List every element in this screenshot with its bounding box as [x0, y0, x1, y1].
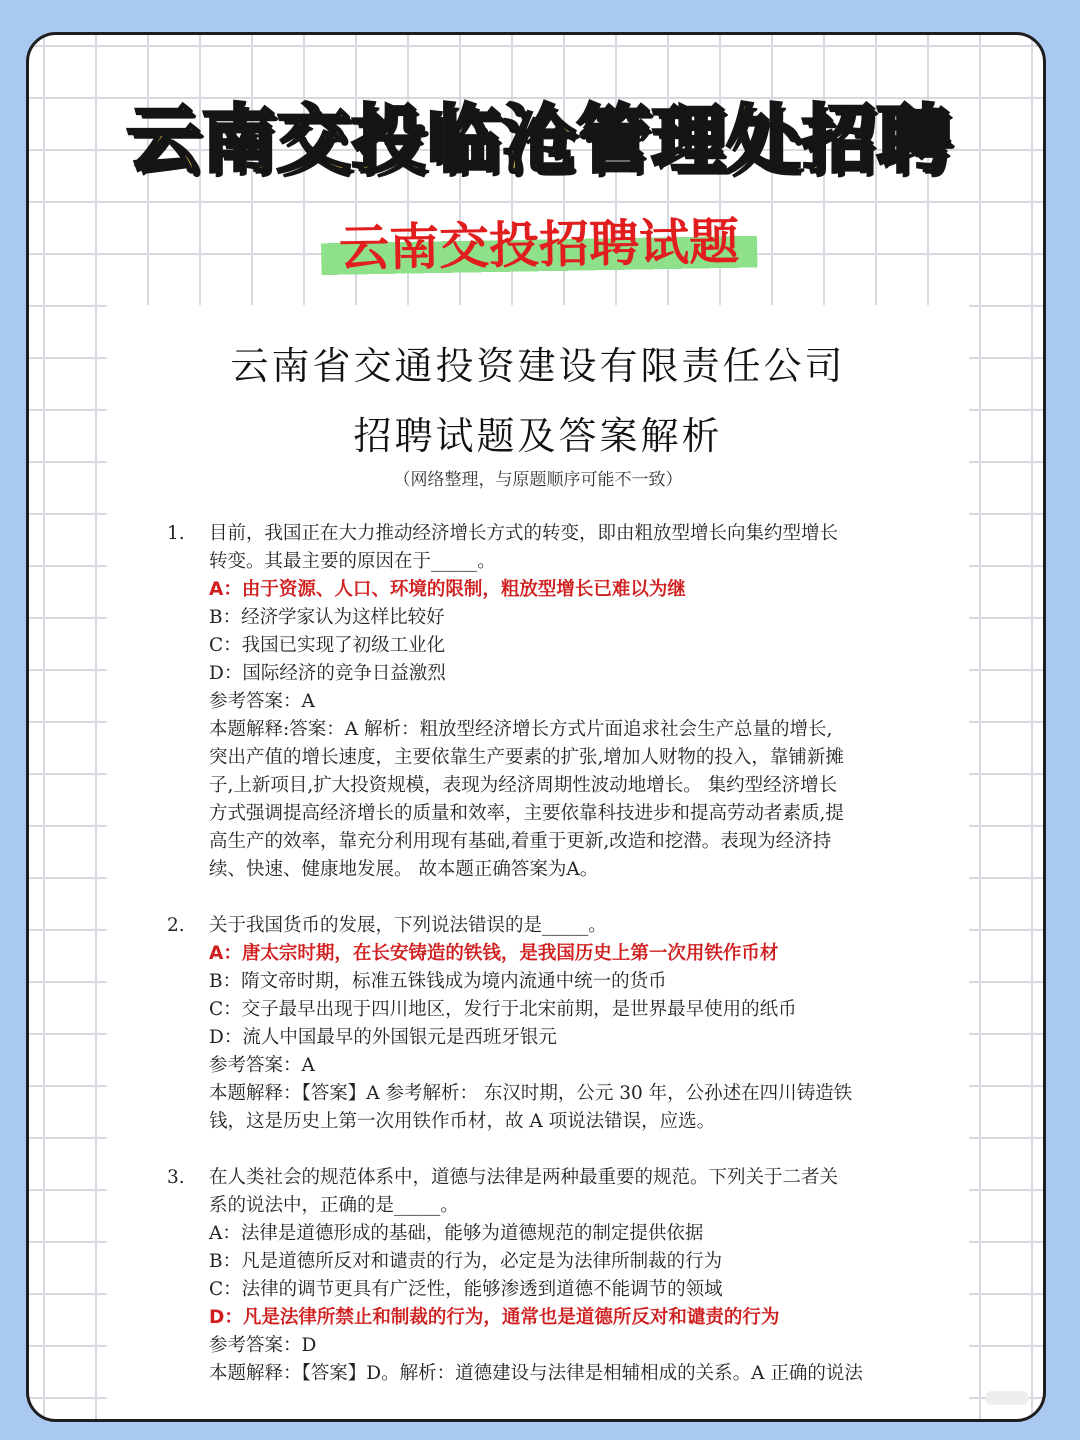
reference-answer: 参考答案：A: [209, 1055, 315, 1076]
poster-subtitle: 云南交投招聘试题: [320, 201, 757, 281]
explanation-line: 续、快速、健康地发展。 故本题正确答案为A。: [209, 859, 599, 880]
option: B：经济学家认为这样比较好: [209, 607, 445, 628]
reference-answer: 参考答案：D: [209, 1335, 317, 1356]
question-stem: 转变。其最主要的原因在于_____。: [209, 551, 496, 572]
question-item: [107, 520, 969, 884]
option: C：交子最早出现于四川地区，发行于北宋前期，是世界最早使用的纸币: [209, 999, 797, 1020]
question-stem: 在人类社会的规范体系中，道德与法律是两种最重要的规范。下列关于二者关: [209, 1167, 839, 1188]
explanation-line: 钱，这是历史上第一次用铁作币材，故 A 项说法错误，应选。: [209, 1111, 716, 1132]
exam-document: [107, 305, 969, 1422]
explanation-line: 本题解释：【答案】D。解析：道德建设与法律是相辅相成的关系。A 正确的说法: [209, 1363, 863, 1384]
subtitle-banner: [29, 205, 1046, 277]
poster-title: 云南交投临沧管理处招聘: [126, 97, 952, 183]
explanation-line: 子,上新项目,扩大投资规模，表现为经济周期性波动地增长。 集约型经济增长: [209, 775, 838, 796]
correct-option: A：唐太宗时期，在长安铸造的铁钱，是我国历史上第一次用铁作币材: [209, 943, 779, 964]
option: D：国际经济的竞争日益激烈: [209, 663, 446, 684]
question-item: [107, 912, 969, 1136]
poster-card: [26, 32, 1046, 1422]
explanation-line: 高生产的效率，靠充分利用现有基础,着重于更新,改造和挖潜。表现为经济持: [209, 831, 832, 852]
option: D：流人中国最早的外国银元是西班牙银元: [209, 1027, 557, 1048]
question-number: 3.: [167, 1167, 185, 1188]
correct-option: A：由于资源、人口、环境的限制，粗放型增长已难以为继: [209, 579, 686, 600]
option: A：法律是道德形成的基础，能够为道德规范的制定提供依据: [209, 1223, 704, 1244]
option: B：隋文帝时期，标准五铢钱成为境内流通中统一的货币: [209, 971, 667, 992]
reference-answer: 参考答案：A: [209, 691, 315, 712]
document-title: 招聘试题及答案解析: [353, 414, 723, 458]
question-item: [107, 1164, 969, 1388]
explanation-line: 方式强调提高经济增长的质量和效率，主要依靠科技进步和提高劳动者素质,提: [209, 803, 844, 824]
question-stem: 关于我国货币的发展，下列说法错误的是_____。: [209, 915, 607, 936]
watermark: [985, 1391, 1029, 1405]
correct-option: D：凡是法律所禁止和制裁的行为，通常也是道德所反对和谴责的行为: [209, 1307, 780, 1328]
explanation-line: 本题解释：【答案】A 参考解析： 东汉时期，公元 30 年，公孙述在四川铸造铁: [209, 1083, 853, 1104]
source-note: （网络整理，与原题顺序可能不一致）: [393, 470, 683, 490]
option: B：凡是道德所反对和谴责的行为，必定是为法律所制裁的行为: [209, 1251, 723, 1272]
explanation-line: 本题解释:答案：A 解析：粗放型经济增长方式片面追求社会生产总量的增长,: [209, 719, 833, 740]
question-list: [107, 520, 969, 1416]
option: C：法律的调节更具有广泛性，能够渗透到道德不能调节的领域: [209, 1279, 723, 1300]
question-stem: 系的说法中，正确的是_____。: [209, 1195, 459, 1216]
question-stem: 目前，我国正在大力推动经济增长方式的转变，即由粗放型增长向集约型增长: [209, 523, 839, 544]
explanation-line: 突出产值的增长速度，主要依靠生产要素的扩张,增加人财物的投入，靠铺新摊: [209, 747, 844, 768]
option: C：我国已实现了初级工业化: [209, 635, 446, 656]
question-number: 2.: [167, 915, 185, 936]
company-name: 云南省交通投资建设有限责任公司: [230, 344, 846, 388]
question-number: 1.: [167, 523, 185, 544]
